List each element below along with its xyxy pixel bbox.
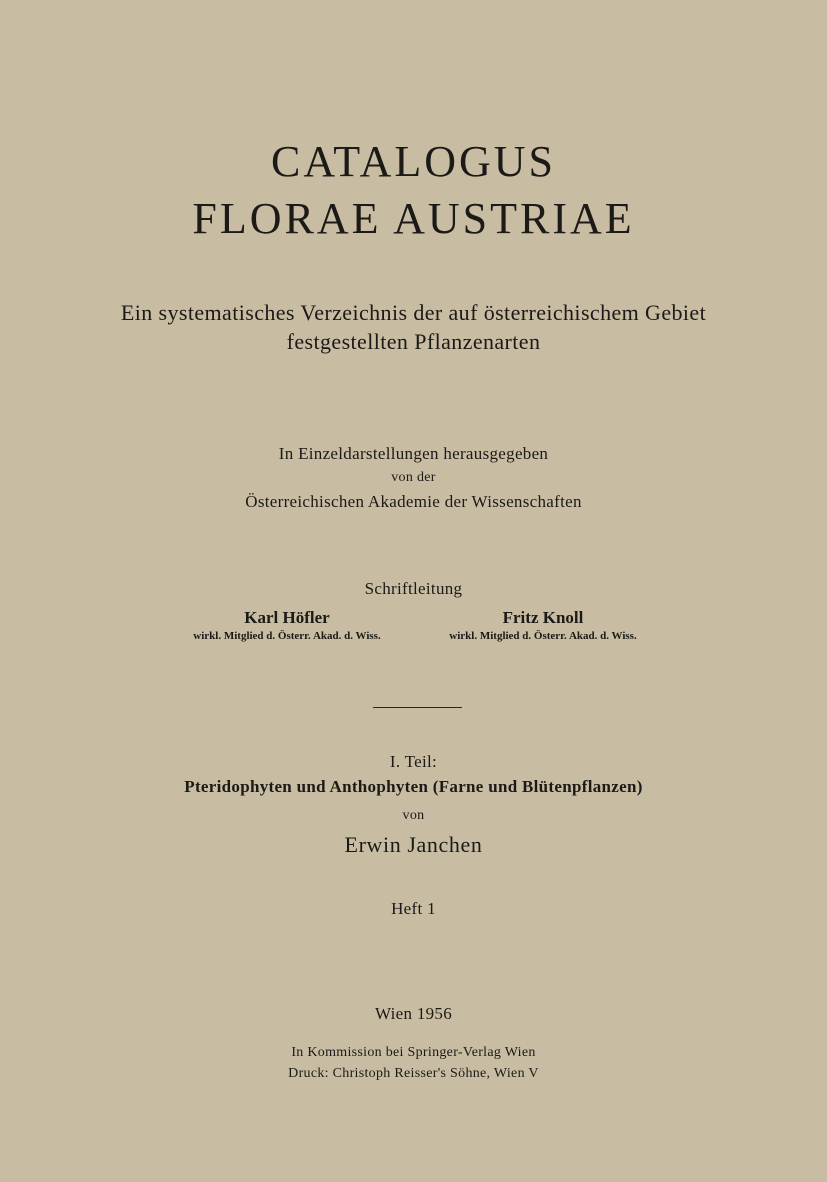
publisher-line-1: In Einzeldarstellungen herausgegeben (278, 444, 549, 463)
subtitle-line-1: Ein systematisches Verzeichnis der auf österreichischem Gebiet (120, 300, 707, 325)
part-title: Pteridophyten und Anthophyten (Farne und Blütenpflanzen) (184, 777, 643, 796)
editor-knoll (413, 607, 673, 643)
title-line-1: CATALOGUS (270, 137, 557, 186)
editor-hoefler (157, 607, 417, 643)
subtitle-line-2: festgestellten Pflanzenarten (286, 329, 541, 354)
part-label: I. Teil: (389, 752, 438, 771)
publisher-line-3: Österreichischen Akademie der Wissenschaften (245, 492, 582, 511)
issue-number: Heft 1 (391, 899, 436, 918)
publisher-line-2: von der (391, 470, 436, 485)
imprint-line-1: In Kommission bei Springer-Verlag Wien (291, 1045, 536, 1060)
title-line-2: FLORAE AUSTRIAE (192, 194, 635, 243)
editor-role: wirkl. Mitglied d. Österr. Akad. d. Wiss. (449, 630, 637, 642)
part-by: von (402, 808, 425, 823)
imprint-line-2: Druck: Christoph Reisser's Söhne, Wien V (288, 1066, 539, 1081)
imprint-place-year: Wien 1956 (374, 1004, 453, 1023)
editor-name: Fritz Knoll (502, 608, 584, 627)
editorial-heading: Schriftleitung (364, 579, 463, 598)
divider-rule (373, 707, 462, 708)
editor-name: Karl Höfler (244, 608, 330, 627)
editor-role: wirkl. Mitglied d. Österr. Akad. d. Wiss. (193, 630, 381, 642)
author-name: Erwin Janchen (344, 832, 483, 857)
